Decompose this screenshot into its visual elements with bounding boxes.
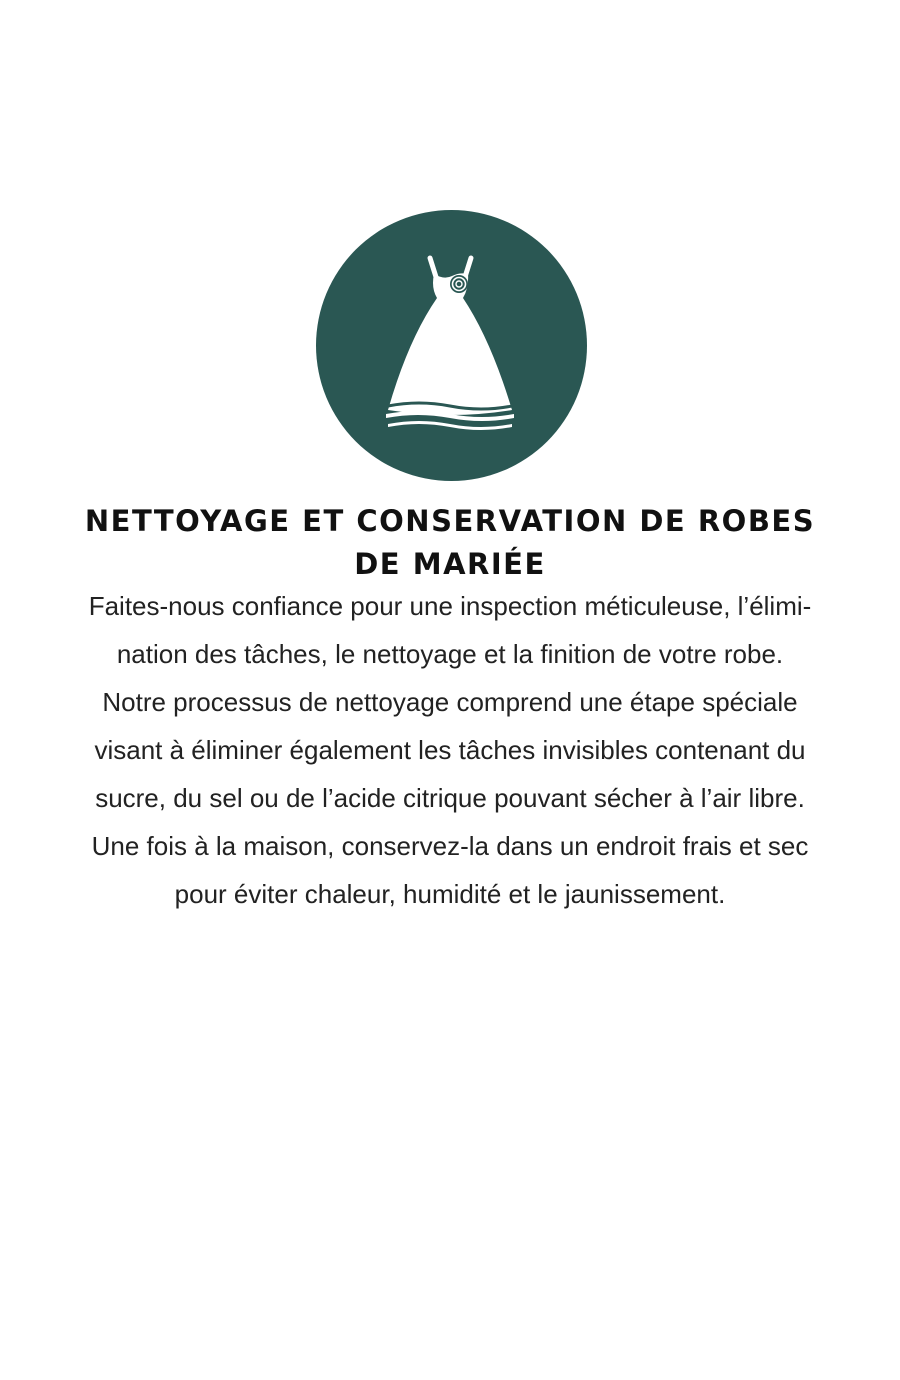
- description-line: pour éviter chaleur, humidité et le jaunissement.: [174, 879, 726, 909]
- description-line: visant à éliminer également les tâches invisibles contenant du: [94, 735, 806, 765]
- service-icon-badge: [316, 210, 587, 481]
- wedding-dress-icon: [316, 210, 587, 481]
- service-title: [40, 500, 860, 586]
- service-title-line: NETTOYAGE ET CONSERVATION DE ROBES: [84, 504, 816, 538]
- description-line: Une fois à la maison, conservez-la dans un endroit frais et sec: [91, 831, 809, 861]
- service-title-line: DE MARIÉE: [354, 547, 546, 581]
- service-description: [10, 582, 890, 918]
- description-line: Faites-nous confiance pour une inspection méticuleuse, l’élimi-: [88, 591, 812, 621]
- description-line: sucre, du sel ou de l’acide citrique pouvant sécher à l’air libre.: [95, 783, 805, 813]
- description-line: nation des tâches, le nettoyage et la finition de votre robe.: [116, 639, 784, 669]
- description-line: Notre processus de nettoyage comprend une étape spéciale: [102, 687, 798, 717]
